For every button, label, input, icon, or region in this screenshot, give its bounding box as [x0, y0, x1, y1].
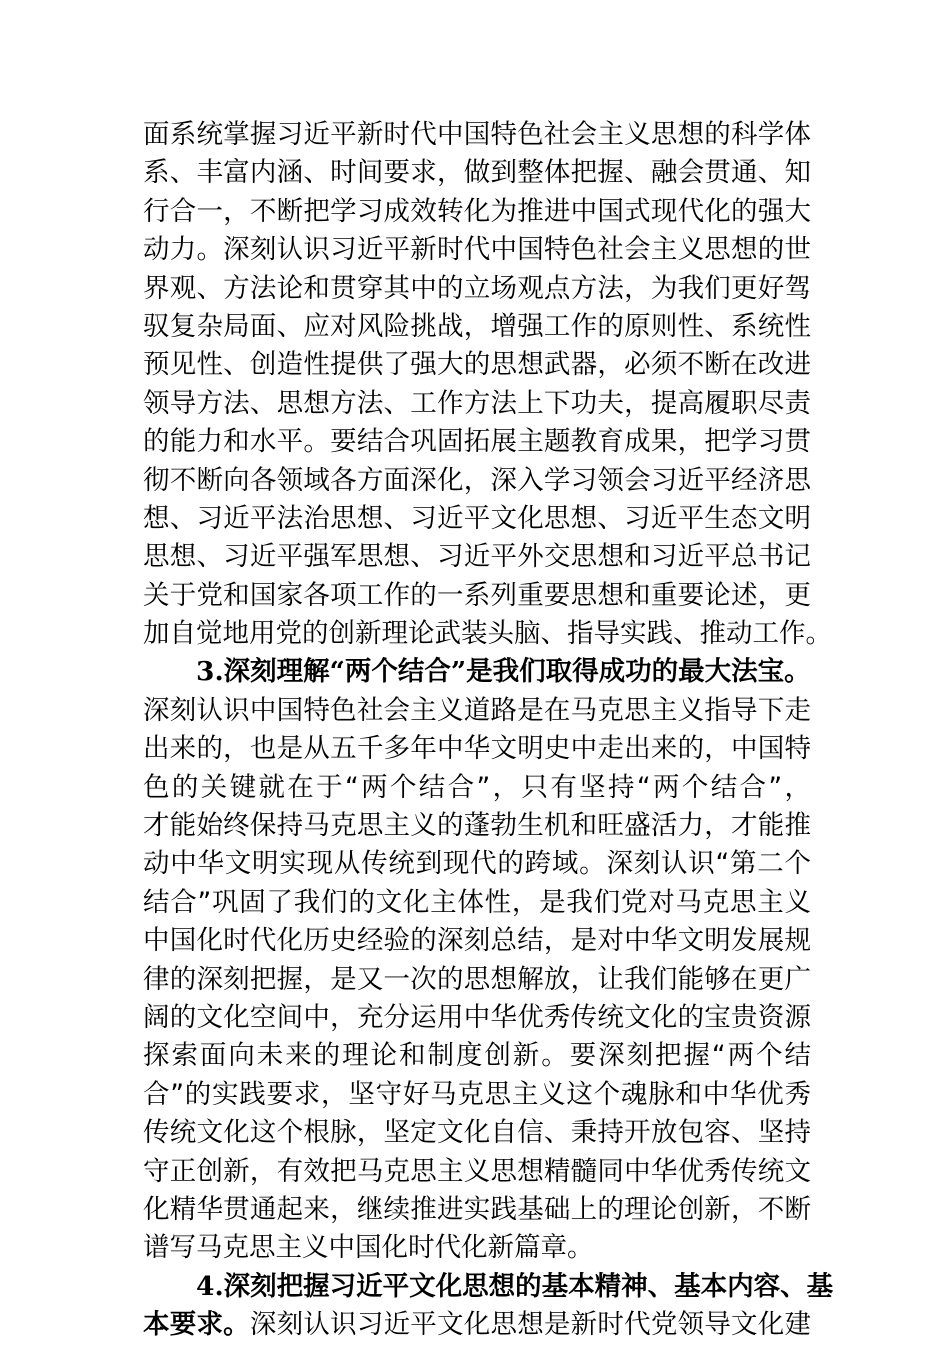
- text-line: 传统文化这个根脉，坚定文化自信、秉持开放包容、坚持: [143, 1117, 811, 1149]
- text-line: 行合一，不断把学习成效转化为推进中国式现代化的强大: [143, 195, 811, 227]
- text-line: 动中华文明实现从传统到现代的跨域。深刻认识“第二个: [143, 848, 811, 880]
- text-line: 彻不断向各领域各方面深化，深入学习领会习近平经济思: [143, 464, 811, 496]
- text-line: 律的深刻把握，是又一次的思想解放，让我们能够在更广: [143, 963, 811, 995]
- text-line: 驭复杂局面、应对风险挑战，增强工作的原则性、系统性: [143, 310, 811, 342]
- text-line: [143, 1306, 811, 1344]
- text-line: 才能始终保持马克思主义的蓬勃生机和旺盛活力，才能推: [143, 810, 811, 842]
- text-line: 化精华贯通起来，继续推进实践基础上的理论创新，不断: [143, 1193, 811, 1225]
- text-line: 面系统掌握习近平新时代中国特色社会主义思想的科学体: [143, 119, 811, 150]
- text-line: 合”的实践要求，坚守好马克思主义这个魂脉和中华优秀: [143, 1078, 811, 1110]
- text-line: 中国化时代化历史经验的深刻总结，是对中华文明发展规: [143, 925, 811, 957]
- text-line: 守正创新，有效把马克思主义思想精髓同中华优秀传统文: [143, 1155, 811, 1187]
- text-line: 系、丰富内涵、时间要求，做到整体把握、融会贯通、知: [143, 157, 811, 189]
- section-4-heading: 4.深刻把握习近平文化思想的基本精神、基本内容、基: [196, 1270, 834, 1302]
- text-line: 预见性、创造性提供了强大的思想武器，必须不断在改进: [143, 349, 811, 381]
- text-line: 探索面向未来的理论和制度创新。要深刻把握“两个结: [143, 1040, 811, 1072]
- text-line: 思想、习近平强军思想、习近平外交思想和习近平总书记: [143, 541, 811, 573]
- text-line: 谱写马克思主义中国化时代化新篇章。: [143, 1232, 594, 1264]
- text-line: 领导方法、思想方法、工作方法上下功夫，提高履职尽责: [143, 387, 811, 419]
- text-line: 想、习近平法治思想、习近平文化思想、习近平生态文明: [143, 502, 811, 534]
- section-4-heading-end: 本要求。: [143, 1309, 250, 1341]
- text-line: 关于党和国家各项工作的一系列重要思想和重要论述，更: [143, 579, 811, 611]
- section-4-text: 深刻认识习近平文化思想是新时代党领导文化建: [249, 1309, 812, 1341]
- text-line: 色的关键就在于“两个结合”，只有坚持“两个结合”，: [143, 771, 811, 803]
- text-line: 动力。深刻认识习近平新时代中国特色社会主义思想的世: [143, 234, 811, 266]
- text-line: 阔的文化空间中，充分运用中华优秀传统文化的宝贵资源: [143, 1001, 811, 1033]
- text-line: 界观、方法论和贯穿其中的立场观点方法，为我们更好驾: [143, 272, 811, 304]
- text-line: 深刻认识中国特色社会主义道路是在马克思主义指导下走: [143, 694, 811, 726]
- document-body: [143, 116, 834, 1345]
- text-line: 出来的，也是从五千多年中华文明史中走出来的，中国特: [143, 733, 811, 765]
- text-line: 结合”巩固了我们的文化主体性，是我们党对马克思主义: [143, 886, 811, 918]
- section-3-heading: 3.深刻理解“两个结合”是我们取得成功的最大法宝。: [196, 656, 811, 688]
- text-line: 的能力和水平。要结合巩固拓展主题教育成果，把学习贯: [143, 426, 811, 458]
- text-line: 加自觉地用党的创新理论武装头脑、指导实践、推动工作。: [143, 618, 832, 650]
